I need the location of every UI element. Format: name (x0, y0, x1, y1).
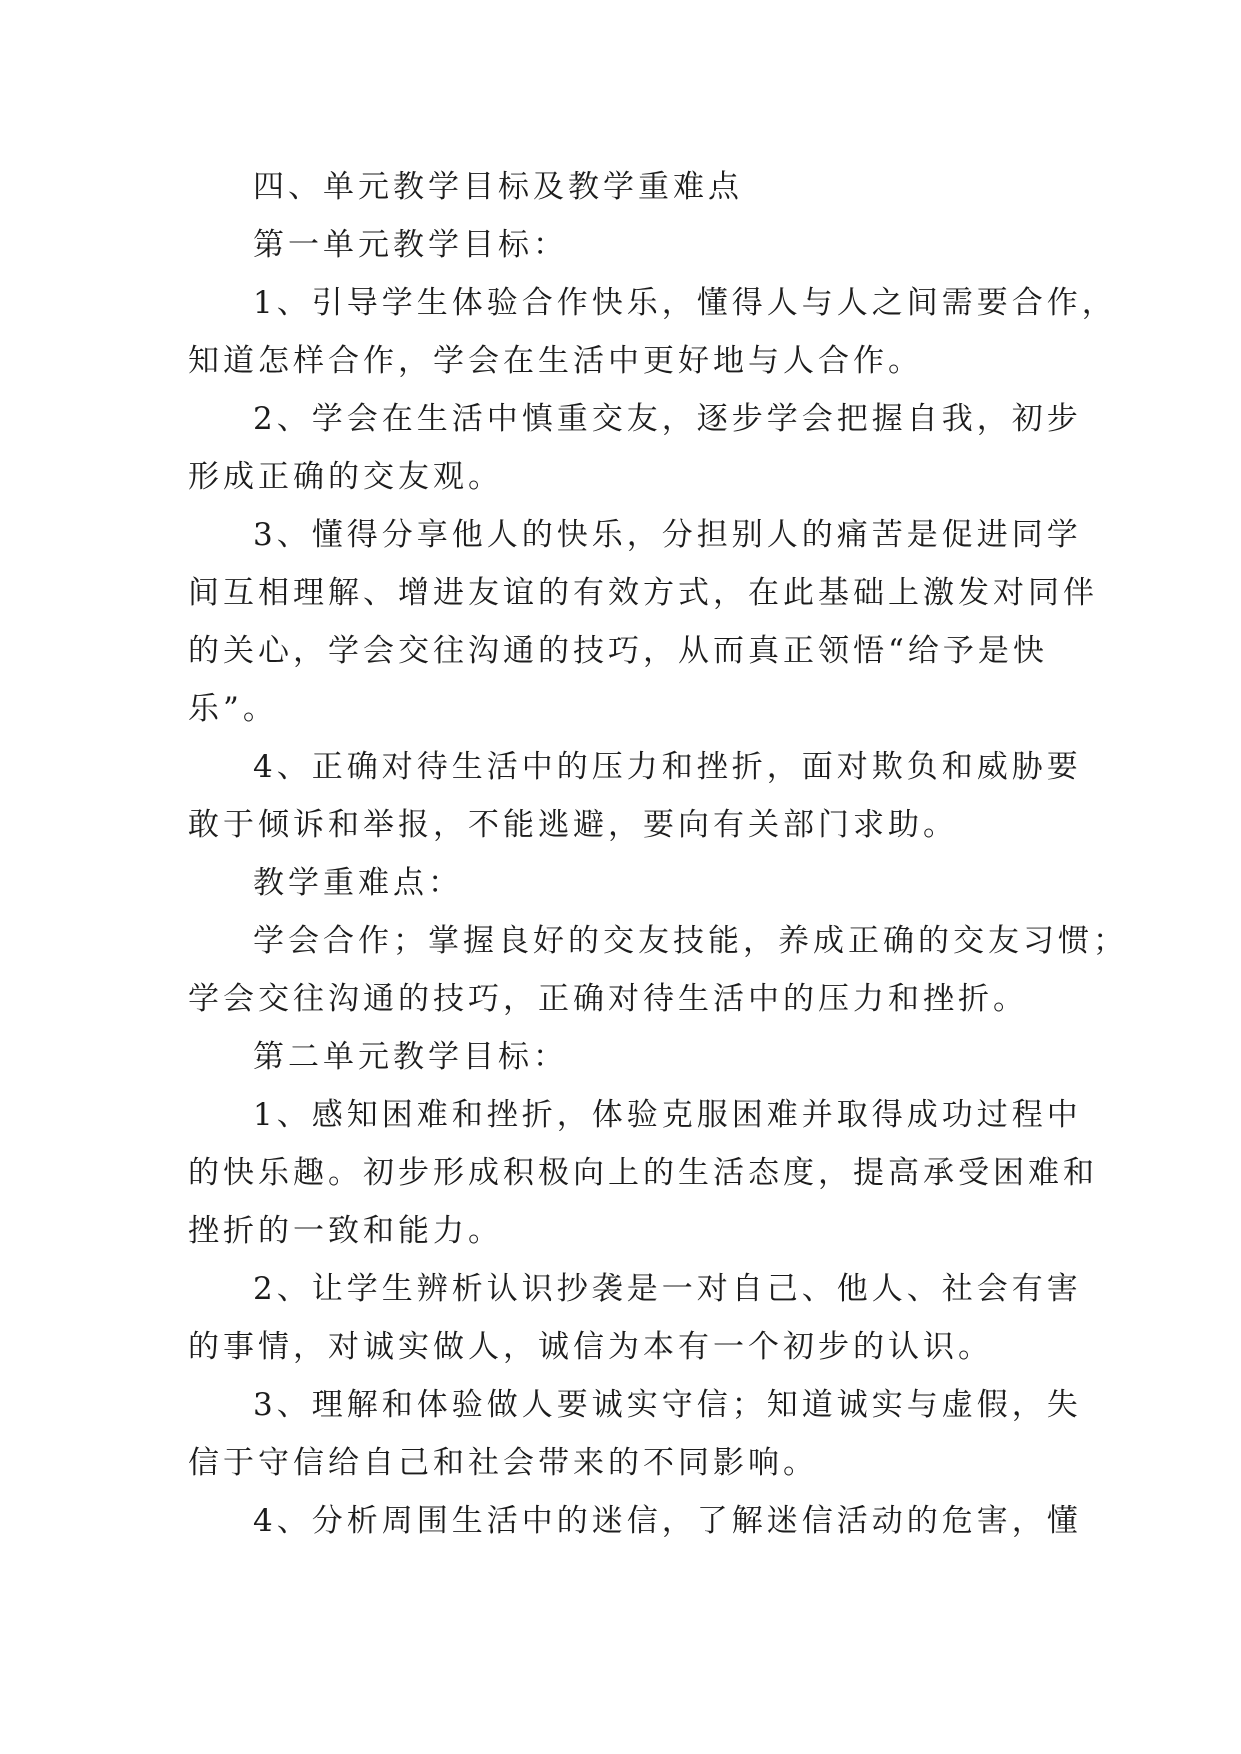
objective-line: 1、感知困难和挫折，体验克服困难并取得成功过程中 (253, 1097, 1082, 1133)
key-difficulties-heading: 教学重难点： (253, 865, 463, 901)
objective-line: 形成正确的交友观。 (188, 459, 503, 495)
objective-line: 知道怎样合作，学会在生活中更好地与人合作。 (188, 343, 923, 379)
key-difficulties-line: 学会合作；掌握良好的交友技能，养成正确的交友习惯； (253, 923, 1128, 959)
objective-line: 挫折的一致和能力。 (188, 1213, 503, 1249)
document-body (188, 158, 1128, 1550)
objective-line: 2、学会在生活中慎重交友，逐步学会把握自我，初步 (253, 401, 1082, 437)
objective-line: 3、懂得分享他人的快乐，分担别人的痛苦是促进同学 (253, 517, 1082, 553)
objective-line: 的快乐趣。初步形成积极向上的生活态度，提高承受困难和 (188, 1155, 1098, 1191)
objective-line: 4、正确对待生活中的压力和挫折，面对欺负和威胁要 (253, 749, 1082, 785)
key-difficulties-line: 学会交往沟通的技巧，正确对待生活中的压力和挫折。 (188, 981, 1028, 1017)
objective-line: 信于守信给自己和社会带来的不同影响。 (188, 1445, 818, 1481)
section-heading: 四、单元教学目标及教学重难点 (253, 169, 743, 205)
unit-two-objectives-heading: 第二单元教学目标： (253, 1039, 568, 1075)
objective-line: 3、理解和体验做人要诚实守信；知道诚实与虚假，失 (253, 1387, 1082, 1423)
objective-line: 1、引导学生体验合作快乐，懂得人与人之间需要合作， (253, 285, 1117, 321)
objective-line: 间互相理解、增进友谊的有效方式，在此基础上激发对同伴 (188, 575, 1098, 611)
objective-line: 4、分析周围生活中的迷信，了解迷信活动的危害，懂 (253, 1503, 1082, 1539)
objective-line: 2、让学生辨析认识抄袭是一对自己、他人、社会有害 (253, 1271, 1082, 1307)
objective-line: 的事情，对诚实做人，诚信为本有一个初步的认识。 (188, 1329, 993, 1365)
objective-line: 的关心，学会交往沟通的技巧，从而真正领悟“给予是快 (188, 633, 1048, 669)
unit-one-objectives-heading: 第一单元教学目标： (253, 227, 568, 263)
objective-line: 乐”。 (188, 691, 278, 727)
objective-line: 敢于倾诉和举报，不能逃避，要向有关部门求助。 (188, 807, 958, 843)
